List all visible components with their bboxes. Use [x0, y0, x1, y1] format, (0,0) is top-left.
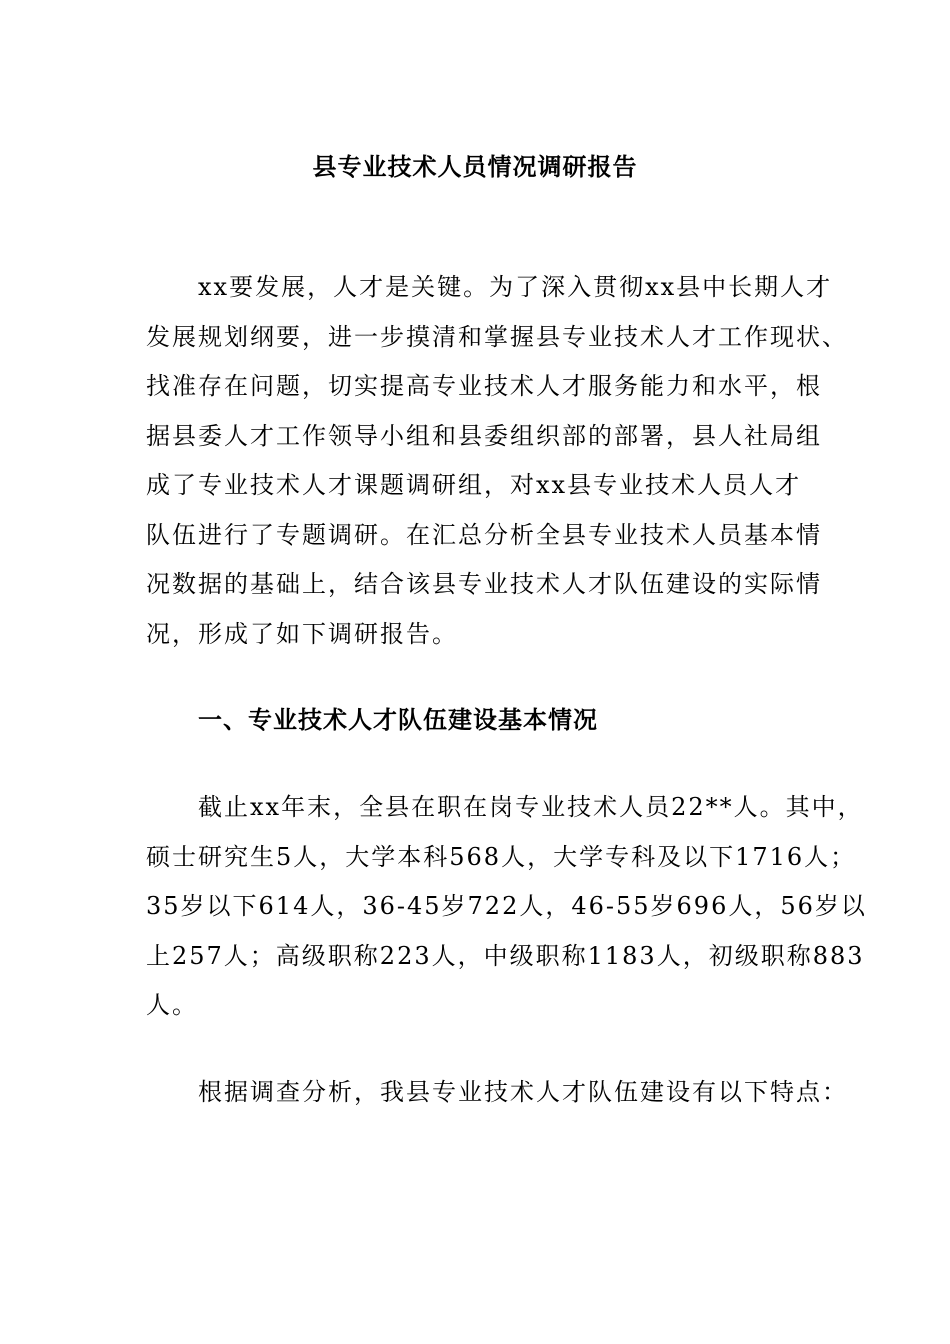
- paragraph-line: 人。: [146, 991, 198, 1019]
- intro-paragraph: [146, 263, 848, 659]
- paragraph-line: 上257人；高级职称223人，中级职称1183人，初级职称883: [146, 941, 865, 970]
- statistics-paragraph: [146, 783, 867, 1031]
- paragraph-line: 根据调查分析，我县专业技术人才队伍建设有以下特点：: [198, 1078, 848, 1106]
- paragraph-line: 截止xx年末，全县在职在岗专业技术人员22**人。其中，: [198, 793, 864, 821]
- paragraph-line: 找准存在问题，切实提高专业技术人才服务能力和水平，根: [146, 372, 822, 400]
- section-heading: 一、专业技术人才队伍建设基本情况: [198, 705, 598, 734]
- paragraph-line: 发展规划纲要，进一步摸清和掌握县专业技术人才工作现状、: [146, 322, 848, 351]
- features-intro-paragraph: [146, 1068, 848, 1118]
- paragraph-line: 况数据的基础上，结合该县专业技术人才队伍建设的实际情: [146, 570, 822, 598]
- document-title: 县专业技术人员情况调研报告: [312, 152, 638, 182]
- paragraph-line: 35岁以下614人，36-45岁722人，46-55岁696人，56岁以: [146, 892, 867, 920]
- paragraph-line: 据县委人才工作领导小组和县委组织部的部署，县人社局组: [146, 421, 822, 450]
- paragraph-line: 队伍进行了专题调研。在汇总分析全县专业技术人员基本情: [146, 520, 822, 549]
- paragraph-line: 硕士研究生5人，大学本科568人，大学专科及以下1716人；: [146, 842, 857, 871]
- paragraph-line: 成了专业技术人才课题调研组，对xx县专业技术人员人才: [146, 471, 802, 499]
- paragraph-line: 况，形成了如下调研报告。: [146, 619, 458, 648]
- paragraph-line: xx要发展，人才是关键。为了深入贯彻xx县中长期人才: [198, 273, 833, 301]
